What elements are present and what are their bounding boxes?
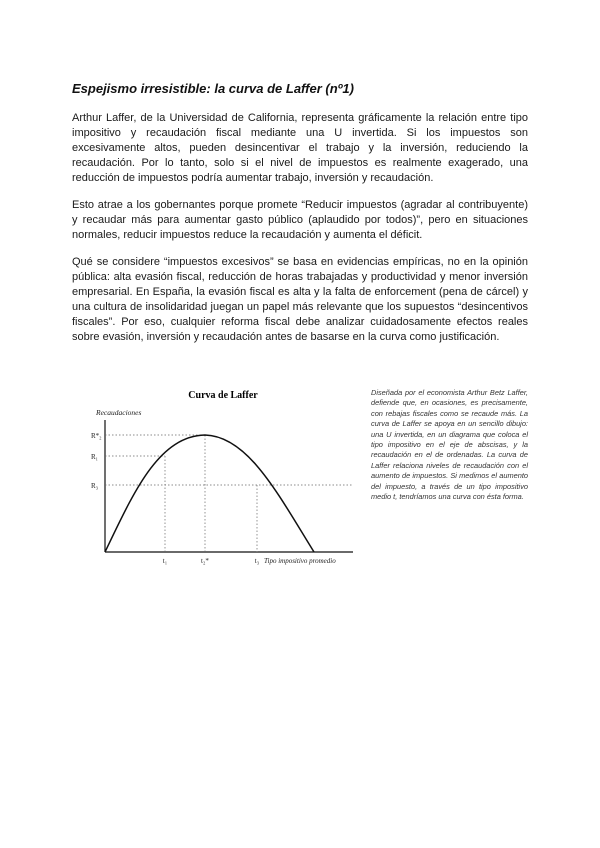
paragraph-intro: Arthur Laffer, de la Universidad de California, representa gráficamente la relación entre tipo impositivo y recaudación fiscal mediante una U invertida. Si los impuestos son excesivamente altos, pueden desincentivar el trabajo y la inversión, reduciendo la recaudación. Por lo tanto, solo si el nivel de impuestos es realmente exagerado, una reducción de impuestos podría aumentar trabajo, inversión y recaudación. xyxy=(72,112,528,184)
figure-caption: Diseñada por el economista Arthur Betz Laffer, defiende que, en ocasiones, es precisamente, con rebajas fiscales como se recaude más. La curva de Laffer se apoya en un sencillo dibujo: una U invertida, en un diagrama que coloca el tipo impositivo en el eje de abscisas, y la recaudación en el de ordenadas. La curva de Laffer relaciona niveles de recaudación con el aumento de impuestos. Si medimos el aumento del impuesto, a través de un tipo impositivo medio t, tendríamos una curva con ésta forma. xyxy=(371,388,528,502)
paragraph-governments: Esto atrae a los gobernantes porque promete “Reducir impuestos (agradar al contribuyente) y recaudar más para aumentar gasto público (aplaudido por todos)”, pero en situaciones normales, reducir impuestos reduce la recaudación y aumenta el déficit. xyxy=(72,199,528,241)
x-tick-t2: t₂* xyxy=(201,557,209,565)
x-tick-t3: t₃ xyxy=(254,557,260,565)
laffer-chart-svg xyxy=(88,384,368,570)
x-tick-t1: t₁ xyxy=(162,557,168,565)
y-tick-r1: R₁ xyxy=(91,453,99,461)
laffer-chart xyxy=(88,384,368,570)
y-tick-r2: R*₂ xyxy=(91,432,102,440)
paragraph-evidence: Qué se considere “impuestos excesivos” se basa en evidencias empíricas, no en la opinión pública: alta evasión fiscal, reducción de horas trabajadas y productividad y menor inversión empresarial. En España, la evasión fiscal es alta y la falta de enforcement (pena de cárcel) y una cultura de insolidaridad juegan un papel más relevante que los supuestos “desincentivos fiscales”. Por eso, cualquier reforma fiscal debe analizar cuidadosamente efectos reales sobre evasión, inversión y recaudación antes de basarse en la curva como justificación. xyxy=(72,256,528,343)
laffer-curve xyxy=(105,435,314,552)
y-tick-r3: R₃ xyxy=(91,482,99,490)
chart-title: Curva de Laffer xyxy=(188,390,258,401)
y-axis-label: Recaudaciones xyxy=(96,408,142,417)
document-title: Espejismo irresistible: la curva de Laffer (nº1) xyxy=(72,81,354,96)
x-axis-label: Tipo impositivo promedio xyxy=(264,557,336,565)
